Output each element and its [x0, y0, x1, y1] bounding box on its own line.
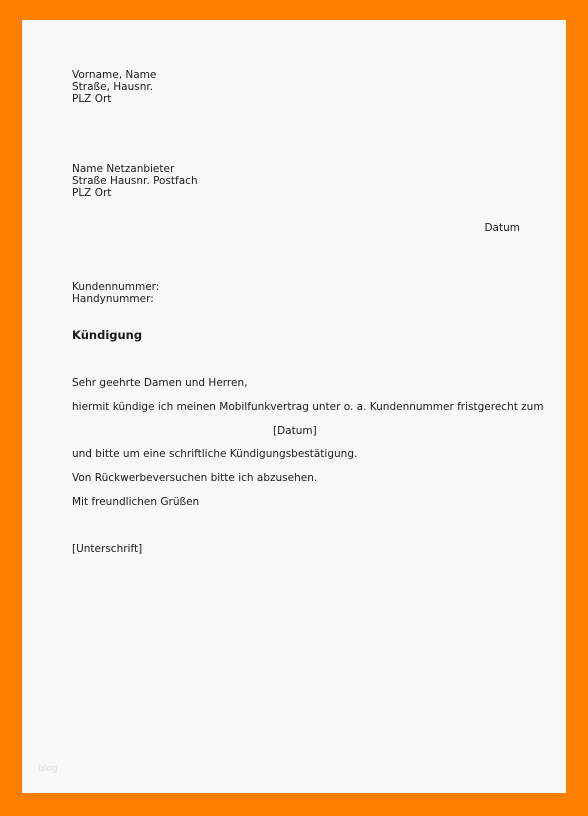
phone-number-label: Handynummer:: [72, 293, 154, 305]
sender-city: PLZ Ort: [72, 93, 112, 105]
body-paragraph-2: und bitte um eine schriftliche Kündigungsbestätigung.: [72, 448, 358, 460]
recipient-street: Straße Hausnr. Postfach: [72, 175, 198, 187]
date-label: Datum: [484, 222, 520, 234]
recipient-name: Name Netzanbieter: [72, 163, 175, 175]
recipient-city: PLZ Ort: [72, 187, 112, 199]
date-placeholder: [Datum]: [273, 425, 317, 437]
body-paragraph-3: Von Rückwerbeversuchen bitte ich abzusehen.: [72, 472, 318, 484]
letter-subject: Kündigung: [72, 328, 143, 342]
closing: Mit freundlichen Grüßen: [72, 496, 200, 508]
sender-name: Vorname, Name: [72, 69, 157, 81]
watermark-text: blog: [38, 764, 58, 774]
sender-street: Straße, Hausnr.: [72, 81, 154, 93]
body-paragraph-1: hiermit kündige ich meinen Mobilfunkvertrag unter o. a. Kundennummer fristgerecht zum: [72, 401, 544, 413]
customer-number-label: Kundennummer:: [72, 281, 160, 293]
signature-placeholder: [Unterschrift]: [72, 543, 143, 555]
salutation: Sehr geehrte Damen und Herren,: [72, 377, 248, 389]
letter-page: [22, 20, 566, 793]
